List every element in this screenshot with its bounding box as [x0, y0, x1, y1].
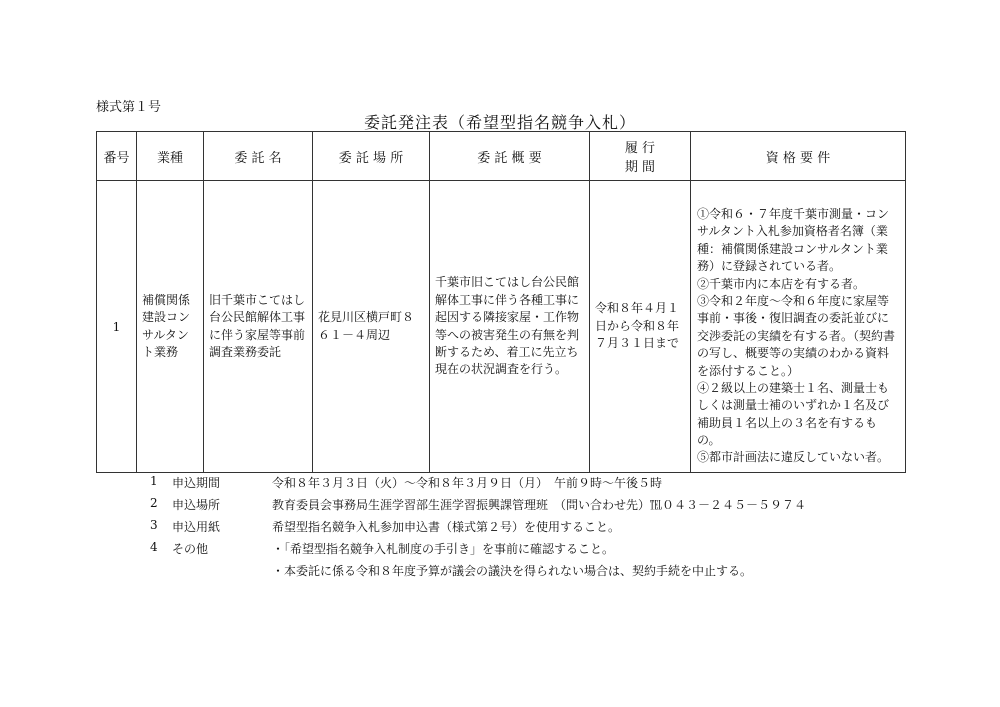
requirement-item: ②千葉市内に本店を有する者。	[697, 276, 866, 291]
header-period-line1: 履 行	[624, 141, 656, 156]
note-text: ・「希望型指名競争入札制度の手引き」を事前に確認すること。	[272, 542, 615, 556]
requirement-item: ③令和２年度～令和６年度に家屋等事前・事後・復旧調査の委託並びに交渉委託の実績を有する者。（契約書の写し、概要等の実績のわかる資料を添付すること。）	[697, 293, 896, 378]
row-period: 令和８年４月１日から令和８年７月３１日まで	[590, 181, 691, 473]
note-text: 希望型指名競争入札参加申込書（様式第２号）を使用すること。	[272, 520, 621, 534]
row-number: 1	[97, 181, 137, 473]
header-summary: 委 託 概 要	[430, 132, 590, 181]
note-number: 2	[150, 496, 158, 510]
note-text: 令和８年３月３日（火）～令和８年３月９日（月） 午前９時～午後５時	[272, 476, 663, 490]
table-header-row	[97, 132, 906, 181]
header-contract-name: 委 託 名	[204, 132, 313, 181]
contract-table	[96, 131, 906, 473]
document-title: 委託発注表（希望型指名競争入札）	[363, 113, 636, 132]
note-number	[150, 562, 172, 584]
row-contract-name: 旧千葉市こてはし台公民館解体工事に伴う家屋等事前調査業務委託	[204, 181, 313, 473]
header-number: 番号	[97, 132, 137, 181]
note-text: ・本委託に係る令和８年度予算が議会の議決を得られない場合は、契約手続を中止する。	[272, 564, 753, 578]
header-qualifications: 資 格 要 件	[691, 132, 906, 181]
note-text: 教育委員会事務局生涯学習部生涯学習振興課管理班 （問い合わせ先）℡０４３－２４５－５９７４	[272, 498, 807, 512]
header-location: 委 託 場 所	[313, 132, 430, 181]
header-period-line2: 期 間	[624, 160, 656, 175]
note-number: 3	[150, 518, 158, 532]
note-item	[150, 562, 806, 584]
table-row	[97, 181, 906, 473]
row-summary: 千葉市旧こてはし台公民館解体工事に伴う各種工事に起因する隣接家屋・工作物等への被害発生の有無を判断するため、着工に先立ち現在の状況調査を行う。	[430, 181, 590, 473]
form-number: 様式第１号	[96, 100, 162, 115]
requirement-item: ⑤都市計画法に違反していない者。	[697, 450, 890, 465]
note-item	[150, 518, 806, 540]
note-label	[172, 562, 272, 584]
row-business-type: 補償関係建設コンサルタント業務	[137, 181, 204, 473]
note-number: 4	[150, 540, 158, 554]
note-label: 申込用紙	[172, 520, 221, 534]
header-period	[590, 132, 691, 181]
requirement-item: ④２級以上の建築士１名、測量士もしくは測量士補のいずれか１名及び補助員１名以上の３名を有するもの。	[697, 380, 890, 448]
notes-list	[150, 474, 806, 584]
header-business-type: 業種	[137, 132, 204, 181]
note-number: 1	[150, 474, 158, 488]
note-label: 申込場所	[172, 498, 221, 512]
note-label: 申込期間	[172, 476, 221, 490]
note-item	[150, 496, 806, 518]
requirement-item: ①令和６・７年度千葉市測量・コンサルタント入札参加資格者名簿（業種：補償関係建設コンサルタント業務）に登録されている者。	[697, 207, 890, 274]
note-label: その他	[172, 542, 209, 556]
row-location: 花見川区横戸町８６１－４周辺	[313, 181, 430, 473]
note-item	[150, 474, 806, 496]
note-item	[150, 540, 806, 562]
row-requirements	[691, 181, 906, 473]
